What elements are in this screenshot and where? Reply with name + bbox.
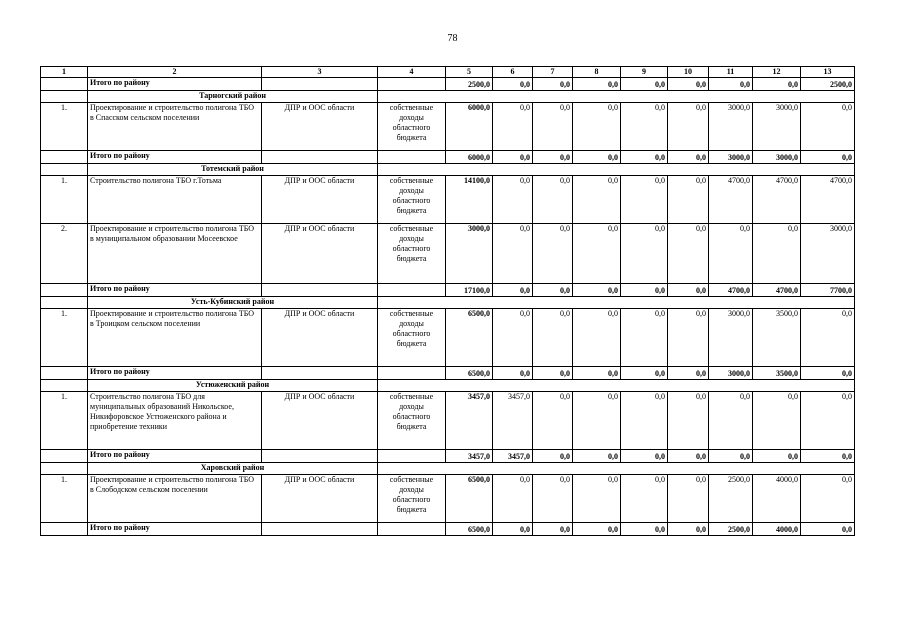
item-value: 0,0	[533, 224, 573, 284]
item-organization: ДПР и ООС области	[262, 309, 378, 367]
column-header: 2	[88, 67, 262, 78]
total-value: 2500,0	[709, 523, 753, 536]
item-value: 0,0	[573, 176, 621, 224]
district-name: Устюженский район	[88, 380, 378, 392]
item-value: 0,0	[753, 392, 801, 450]
total-value: 0,0	[621, 367, 668, 380]
total-value: 0,0	[668, 367, 709, 380]
item-value: 4000,0	[753, 475, 801, 523]
item-value: 0,0	[621, 392, 668, 450]
total-value: 0,0	[493, 78, 533, 91]
total-label: Итого по району	[88, 450, 262, 463]
total-value: 0,0	[573, 450, 621, 463]
item-value: 2500,0	[709, 475, 753, 523]
item-value: 0,0	[533, 103, 573, 151]
total-value: 0,0	[801, 523, 855, 536]
total-value: 0,0	[493, 284, 533, 297]
item-value: 0,0	[573, 392, 621, 450]
total-value: 17100,0	[446, 284, 493, 297]
district-name: Усть-Кубинский район	[88, 297, 378, 309]
item-value: 0,0	[668, 103, 709, 151]
item-row	[41, 392, 855, 450]
total-value: 0,0	[668, 151, 709, 164]
empty-cell	[378, 78, 446, 91]
empty-cell	[41, 450, 88, 463]
total-value: 0,0	[573, 78, 621, 91]
item-funding-source: собственные доходы областного бюджета	[378, 103, 446, 151]
column-header: 10	[668, 67, 709, 78]
total-value: 0,0	[573, 367, 621, 380]
total-value: 0,0	[668, 523, 709, 536]
item-value: 0,0	[493, 176, 533, 224]
empty-cell	[41, 164, 88, 176]
total-value: 3500,0	[753, 367, 801, 380]
total-value: 0,0	[801, 151, 855, 164]
empty-cell	[378, 450, 446, 463]
item-value: 0,0	[668, 176, 709, 224]
item-funding-source: собственные доходы областного бюджета	[378, 176, 446, 224]
page-number: 78	[447, 33, 458, 44]
total-value: 3000,0	[709, 367, 753, 380]
item-value: 0,0	[753, 224, 801, 284]
total-value: 7700,0	[801, 284, 855, 297]
item-value: 0,0	[709, 392, 753, 450]
item-name: Проектирование и строительство полигона ТБО в Троицком сельском поселении	[88, 309, 262, 367]
item-organization: ДПР и ООС области	[262, 103, 378, 151]
total-value: 0,0	[493, 151, 533, 164]
item-value: 3000,0	[801, 224, 855, 284]
total-label: Итого по району	[88, 78, 262, 91]
total-value: 6500,0	[446, 523, 493, 536]
total-row	[41, 151, 855, 164]
item-funding-source: собственные доходы областного бюджета	[378, 224, 446, 284]
total-value: 0,0	[533, 523, 573, 536]
total-value: 0,0	[621, 151, 668, 164]
district-row	[41, 380, 855, 392]
item-organization: ДПР и ООС области	[262, 176, 378, 224]
total-label: Итого по району	[88, 284, 262, 297]
empty-cell	[262, 151, 378, 164]
empty-cell	[378, 91, 855, 103]
total-value: 0,0	[493, 523, 533, 536]
total-value: 3457,0	[446, 450, 493, 463]
total-value: 3457,0	[493, 450, 533, 463]
item-value: 0,0	[533, 392, 573, 450]
item-row	[41, 224, 855, 284]
total-value: 0,0	[573, 284, 621, 297]
item-value: 0,0	[801, 309, 855, 367]
item-name: Проектирование и строительство полигона ТБО в Спасском сельском поселении	[88, 103, 262, 151]
column-header: 13	[801, 67, 855, 78]
item-value: 3000,0	[709, 309, 753, 367]
total-value: 0,0	[533, 151, 573, 164]
total-value: 0,0	[709, 78, 753, 91]
empty-cell	[262, 78, 378, 91]
item-value: 0,0	[493, 103, 533, 151]
empty-cell	[41, 284, 88, 297]
column-header: 6	[493, 67, 533, 78]
total-value: 0,0	[668, 78, 709, 91]
empty-cell	[378, 463, 855, 475]
item-value: 0,0	[668, 392, 709, 450]
column-header: 7	[533, 67, 573, 78]
empty-cell	[378, 523, 446, 536]
item-funding-source: собственные доходы областного бюджета	[378, 392, 446, 450]
district-row	[41, 297, 855, 309]
item-value: 4700,0	[753, 176, 801, 224]
column-header: 8	[573, 67, 621, 78]
item-value: 0,0	[668, 475, 709, 523]
item-value: 14100,0	[446, 176, 493, 224]
item-value: 0,0	[573, 475, 621, 523]
empty-cell	[41, 151, 88, 164]
empty-cell	[262, 450, 378, 463]
district-name: Тотемский район	[88, 164, 378, 176]
item-value: 0,0	[621, 224, 668, 284]
item-funding-source: собственные доходы областного бюджета	[378, 475, 446, 523]
total-value: 0,0	[668, 450, 709, 463]
empty-cell	[41, 297, 88, 309]
item-value: 0,0	[668, 224, 709, 284]
item-value: 6500,0	[446, 475, 493, 523]
district-name: Тарногский район	[88, 91, 378, 103]
empty-cell	[262, 523, 378, 536]
empty-cell	[378, 284, 446, 297]
item-value: 3457,0	[493, 392, 533, 450]
item-number: 1.	[41, 392, 88, 450]
total-value: 0,0	[753, 450, 801, 463]
item-number: 1.	[41, 309, 88, 367]
item-name: Строительство полигона ТБО для муниципальных образований Никольское, Никифоровское Устюженского района и приобретение техники	[88, 392, 262, 450]
total-value: 2500,0	[446, 78, 493, 91]
item-row	[41, 176, 855, 224]
empty-cell	[262, 284, 378, 297]
item-value: 0,0	[493, 475, 533, 523]
item-value: 0,0	[668, 309, 709, 367]
total-value: 0,0	[668, 284, 709, 297]
item-row	[41, 475, 855, 523]
item-name: Проектирование и строительство полигона ТБО в муниципальном образовании Мосеевское	[88, 224, 262, 284]
item-value: 0,0	[493, 224, 533, 284]
empty-cell	[41, 463, 88, 475]
empty-cell	[41, 91, 88, 103]
total-value: 0,0	[801, 450, 855, 463]
item-value: 3000,0	[753, 103, 801, 151]
item-value: 0,0	[533, 475, 573, 523]
item-value: 0,0	[573, 224, 621, 284]
item-value: 0,0	[801, 103, 855, 151]
item-funding-source: собственные доходы областного бюджета	[378, 309, 446, 367]
total-value: 0,0	[493, 367, 533, 380]
empty-cell	[41, 523, 88, 536]
total-row	[41, 284, 855, 297]
empty-cell	[378, 164, 855, 176]
item-number: 1.	[41, 475, 88, 523]
budget-table	[40, 66, 855, 536]
item-value: 0,0	[493, 309, 533, 367]
item-value: 0,0	[621, 475, 668, 523]
total-value: 0,0	[621, 450, 668, 463]
item-value: 6000,0	[446, 103, 493, 151]
item-organization: ДПР и ООС области	[262, 475, 378, 523]
item-row	[41, 309, 855, 367]
empty-cell	[378, 380, 855, 392]
column-header: 9	[621, 67, 668, 78]
total-value: 6500,0	[446, 367, 493, 380]
total-value: 0,0	[801, 367, 855, 380]
column-header: 11	[709, 67, 753, 78]
total-value: 0,0	[709, 450, 753, 463]
item-value: 0,0	[801, 475, 855, 523]
district-row	[41, 164, 855, 176]
total-value: 3000,0	[709, 151, 753, 164]
item-value: 0,0	[709, 224, 753, 284]
item-value: 3500,0	[753, 309, 801, 367]
empty-cell	[41, 380, 88, 392]
column-header: 4	[378, 67, 446, 78]
item-value: 0,0	[621, 176, 668, 224]
total-value: 0,0	[573, 151, 621, 164]
item-value: 4700,0	[801, 176, 855, 224]
total-label: Итого по району	[88, 523, 262, 536]
item-name: Строительство полигона ТБО г.Тотьма	[88, 176, 262, 224]
total-value: 0,0	[533, 367, 573, 380]
total-value: 0,0	[621, 523, 668, 536]
item-value: 0,0	[573, 103, 621, 151]
total-value: 0,0	[533, 284, 573, 297]
item-value: 3000,0	[446, 224, 493, 284]
total-label: Итого по району	[88, 151, 262, 164]
column-header: 5	[446, 67, 493, 78]
empty-cell	[378, 367, 446, 380]
total-label: Итого по району	[88, 367, 262, 380]
item-value: 3457,0	[446, 392, 493, 450]
empty-cell	[262, 367, 378, 380]
total-value: 4700,0	[709, 284, 753, 297]
district-row	[41, 463, 855, 475]
column-header: 1	[41, 67, 88, 78]
item-value: 0,0	[573, 309, 621, 367]
empty-cell	[378, 151, 446, 164]
item-organization: ДПР и ООС области	[262, 224, 378, 284]
total-value: 0,0	[533, 450, 573, 463]
item-number: 1.	[41, 176, 88, 224]
total-value: 0,0	[753, 78, 801, 91]
item-value: 0,0	[801, 392, 855, 450]
total-value: 4000,0	[753, 523, 801, 536]
item-organization: ДПР и ООС области	[262, 392, 378, 450]
item-value: 6500,0	[446, 309, 493, 367]
item-name: Проектирование и строительство полигона ТБО в Слободском сельском поселении	[88, 475, 262, 523]
total-row	[41, 523, 855, 536]
item-value: 4700,0	[709, 176, 753, 224]
item-number: 1.	[41, 103, 88, 151]
total-row	[41, 450, 855, 463]
total-value: 3000,0	[753, 151, 801, 164]
item-value: 0,0	[621, 309, 668, 367]
total-row	[41, 78, 855, 91]
column-header: 3	[262, 67, 378, 78]
item-value: 0,0	[621, 103, 668, 151]
total-value: 2500,0	[801, 78, 855, 91]
item-row	[41, 103, 855, 151]
empty-cell	[41, 367, 88, 380]
total-value: 4700,0	[753, 284, 801, 297]
item-value: 0,0	[533, 309, 573, 367]
total-value: 0,0	[621, 78, 668, 91]
item-value: 3000,0	[709, 103, 753, 151]
total-value: 0,0	[621, 284, 668, 297]
empty-cell	[378, 297, 855, 309]
total-value: 0,0	[533, 78, 573, 91]
header-row	[41, 67, 855, 78]
item-value: 0,0	[533, 176, 573, 224]
item-number: 2.	[41, 224, 88, 284]
total-row	[41, 367, 855, 380]
total-value: 0,0	[573, 523, 621, 536]
district-row	[41, 91, 855, 103]
total-value: 6000,0	[446, 151, 493, 164]
empty-cell	[41, 78, 88, 91]
district-name: Харовский район	[88, 463, 378, 475]
column-header: 12	[753, 67, 801, 78]
